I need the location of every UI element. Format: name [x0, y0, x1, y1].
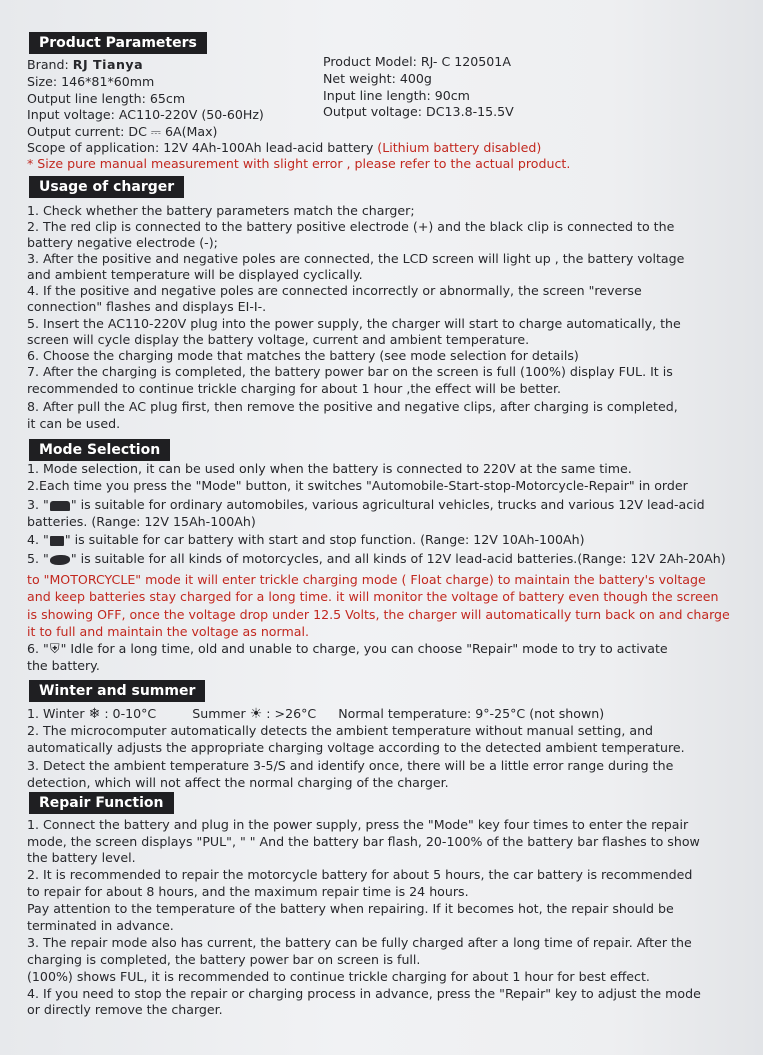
normal-temperature: Normal temperature: 9°-25°C (not shown) [338, 706, 605, 721]
automobile-icon [50, 501, 70, 511]
summer-label: Summer [192, 706, 246, 721]
mode-line-4 [27, 532, 585, 548]
mode-line-6-text: " Idle for a long time, old and unable to charge, you can choose "Repair" mode to try to activate [60, 641, 668, 656]
repair-line: to repair for about 8 hours, and the maximum repair time is 24 hours. [27, 884, 469, 899]
trickle-note-line: is showing OFF, once the voltage drop under 12.5 Volts, the charger will automatically turn back on and charge [27, 607, 730, 622]
winter-line: 3. Detect the ambient temperature 3-5/S and identify once, there will be a little error range during the [27, 758, 674, 773]
repair-function-heading: Repair Function [29, 792, 174, 814]
brand-logo: RJ Tianya [72, 57, 144, 72]
product-model: Product Model: RJ- C 120501A [323, 54, 511, 69]
mode-line-6-cont: the battery. [27, 658, 100, 673]
brand-label: Brand: [27, 57, 69, 72]
sun-icon: ☀ [249, 706, 263, 722]
repair-line: 2. It is recommended to repair the motorcycle battery for about 5 hours, the car battery is recommended [27, 867, 693, 882]
usage-line: 3. After the positive and negative poles are connected, the LCD screen will light up , the battery voltage [27, 251, 685, 266]
snowflake-icon: ❄ [88, 706, 101, 722]
mode-line-5-text: " is suitable for all kinds of motorcycles, and all kinds of 12V lead-acid batteries.(Range: 12V 2Ah-20Ah) [70, 551, 726, 566]
mode-line-1: 1. Mode selection, it can be used only when the battery is connected to 220V at the same time. [27, 461, 632, 476]
trickle-note-line: to "MOTORCYCLE" mode it will enter trickle charging mode ( Float charge) to maintain the battery's voltage [27, 572, 706, 587]
repair-line: mode, the screen displays "PUL", " " And the battery bar flash, 20-100% of the battery bar flashes to show [27, 834, 700, 849]
repair-line: 4. If you need to stop the repair or charging process in advance, press the "Repair" key to adjust the mode [27, 986, 701, 1001]
mode-line-3-cont: batteries. (Range: 12V 15Ah-100Ah) [27, 514, 256, 529]
repair-line: 1. Connect the battery and plug in the power supply, press the "Mode" key four times to enter the repair [27, 817, 689, 832]
repair-line: the battery level. [27, 850, 136, 865]
usage-line: recommended to continue trickle charging for about 1 hour ,the effect will be better. [27, 381, 561, 396]
winter-range: : 0-10°C [104, 706, 157, 721]
mode-selection-heading: Mode Selection [29, 439, 170, 461]
mode-line-4-prefix: 4. " [27, 532, 49, 547]
usage-line: 4. If the positive and negative poles are connected incorrectly or abnormally, the screen "reverse [27, 283, 642, 298]
usage-heading: Usage of charger [29, 176, 184, 198]
winter-summer-heading: Winter and summer [29, 680, 205, 702]
mode-line-6-prefix: 6. " [27, 641, 49, 656]
scope-line [27, 140, 541, 156]
repair-line: charging is completed, the battery power bar on screen is full. [27, 952, 421, 967]
usage-line: 1. Check whether the battery parameters match the charger; [27, 203, 415, 218]
repair-line: 3. The repair mode also has current, the battery can be fully charged after a long time of repair. After the [27, 935, 692, 950]
mode-line-3-text: " is suitable for ordinary automobiles, various agricultural vehicles, trucks and various 12V lead-acid [70, 497, 705, 512]
usage-line: 7. After the charging is completed, the battery power bar on the screen is full (100%) display FUL. It is [27, 364, 673, 379]
usage-line: 5. Insert the AC110-220V plug into the power supply, the charger will start to charge automatically, the [27, 316, 681, 331]
net-weight: Net weight: 400g [323, 71, 432, 86]
start-stop-battery-icon [50, 536, 64, 546]
output-voltage: Output voltage: DC13.8-15.5V [323, 104, 514, 119]
winter-line: detection, which will not affect the normal charging of the charger. [27, 775, 449, 790]
trickle-note-line: and keep batteries stay charged for a long time. it will monitor the voltage of battery even though the screen [27, 589, 719, 604]
input-line-length: Input line length: 90cm [323, 88, 470, 103]
mode-line-3 [27, 497, 705, 513]
size-note: * Size pure manual measurement with slight error , please refer to the actual product. [27, 156, 571, 171]
scope-text: Scope of application: 12V 4Ah-100Ah lead-acid battery [27, 140, 374, 155]
mode-line-6 [27, 641, 668, 658]
usage-line: 6. Choose the charging mode that matches the battery (see mode selection for details) [27, 348, 579, 363]
usage-line: it can be used. [27, 416, 121, 431]
usage-line: connection" flashes and displays EI-I-. [27, 299, 267, 314]
repair-line: Pay attention to the temperature of the battery when repairing. If it becomes hot, the repair should be [27, 901, 674, 916]
temperature-line [27, 706, 604, 722]
usage-line: and ambient temperature will be displayed cyclically. [27, 267, 363, 282]
mode-line-3-prefix: 3. " [27, 497, 49, 512]
winter-line: 2. The microcomputer automatically detects the ambient temperature without manual setting, and [27, 723, 654, 738]
mode-line-4-text: " is suitable for car battery with start and stop function. (Range: 12V 10Ah-100Ah) [64, 532, 585, 547]
output-current: Output current: DC ⎓ 6A(Max) [27, 124, 218, 139]
input-voltage: Input voltage: AC110-220V (50-60Hz) [27, 107, 264, 122]
usage-line: screen will cycle display the battery voltage, current and ambient temperature. [27, 332, 530, 347]
repair-line: or directly remove the charger. [27, 1002, 223, 1017]
size-line: Size: 146*81*60mm [27, 74, 155, 89]
mode-line-5 [27, 551, 726, 567]
usage-line: 8. After pull the AC plug first, then remove the positive and negative clips, after charging is completed, [27, 399, 678, 414]
summer-range: : >26°C [266, 706, 317, 721]
usage-line: battery negative electrode (-); [27, 235, 218, 250]
mode-line-2: 2.Each time you press the "Mode" button, it switches "Automobile-Start-stop-Motorcycle-Repair" in order [27, 478, 688, 493]
lithium-note: (Lithium battery disabled) [377, 140, 542, 155]
output-line-length: Output line length: 65cm [27, 91, 186, 106]
trickle-note-line: it to full and maintain the voltage as normal. [27, 624, 309, 639]
brand-line [27, 57, 143, 73]
winter-label: 1. Winter [27, 706, 85, 721]
repair-line: (100%) shows FUL, it is recommended to continue trickle charging for about 1 hour for best effect. [27, 969, 650, 984]
mode-line-5-prefix: 5. " [27, 551, 49, 566]
product-parameters-heading: Product Parameters [29, 32, 207, 54]
winter-line: automatically adjusts the appropriate charging voltage according to the detected ambient temperature. [27, 740, 685, 755]
repair-shield-icon: ⛨ [49, 641, 60, 657]
usage-line: 2. The red clip is connected to the battery positive electrode (+) and the black clip is connected to the [27, 219, 675, 234]
motorcycle-icon [50, 555, 70, 565]
repair-line: terminated in advance. [27, 918, 174, 933]
